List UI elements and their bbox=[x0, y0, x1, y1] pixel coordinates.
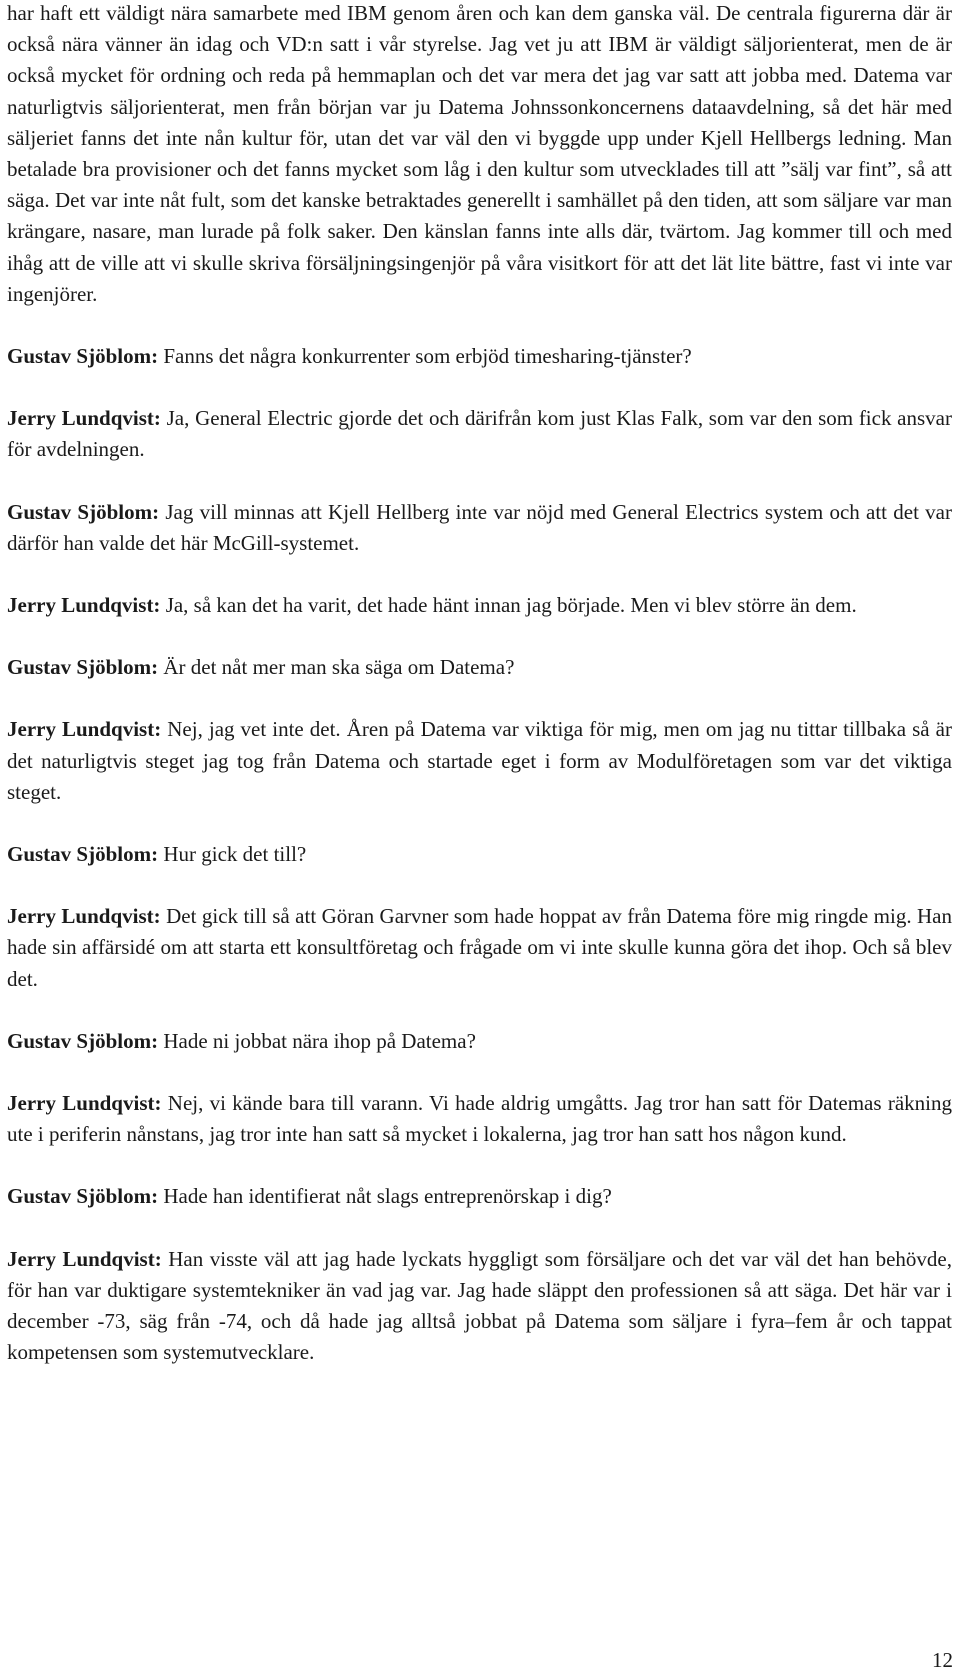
utterance: Hade han identifierat nåt slags entreprenörskap i dig? bbox=[158, 1184, 612, 1209]
exchange-jerry-4 bbox=[7, 901, 952, 995]
utterance: Hade ni jobbat nära ihop på Datema? bbox=[158, 1028, 476, 1053]
speaker-label: Jerry Lundqvist: bbox=[7, 904, 161, 929]
speaker-label: Jerry Lundqvist: bbox=[7, 1091, 162, 1116]
exchange-gustav-2 bbox=[7, 497, 952, 559]
utterance: Hur gick det till? bbox=[158, 842, 307, 867]
page-number: 12 bbox=[932, 1648, 953, 1672]
utterance: Han visste väl att jag hade lyckats hyggligt som försäljare och det var väl det han behövde, för han var duktigare systemtekniker än vad jag var. Jag hade släppt den professionen så att säga. Det här var i december -73, säg från -74, och då hade jag alltså jobbat på Datema som säljare i fyra–fem år och tappat kompetensen som systemutvecklare. bbox=[7, 1246, 952, 1365]
exchange-gustav-3 bbox=[7, 652, 952, 683]
speaker-label: Gustav Sjöblom: bbox=[7, 842, 159, 867]
speaker-label: Jerry Lundqvist: bbox=[7, 717, 162, 742]
speaker-label: Gustav Sjöblom: bbox=[7, 1184, 159, 1209]
exchange-jerry-3 bbox=[7, 714, 952, 808]
exchange-gustav-6 bbox=[7, 1181, 952, 1212]
body-text bbox=[7, 0, 952, 1400]
speaker-label: Gustav Sjöblom: bbox=[7, 655, 159, 680]
exchange-jerry-1 bbox=[7, 403, 952, 465]
utterance: Jag vill minnas att Kjell Hellberg inte var nöjd med General Electrics system och att det var därför han valde det här McGill-systemet. bbox=[7, 499, 952, 555]
speaker-label: Gustav Sjöblom: bbox=[7, 499, 160, 524]
utterance: Det gick till så att Göran Garvner som hade hoppat av från Datema före mig ringde mig. Han hade sin affärsidé om att starta ett konsultföretag och frågade om vi inte skulle kunna göra det ihop. Och så blev det. bbox=[7, 904, 953, 991]
speaker-label: Gustav Sjöblom: bbox=[7, 344, 159, 369]
utterance: Nej, vi kände bara till varann. Vi hade aldrig umgåtts. Jag tror han satt för Datemas räkning ute i periferin nånstans, jag tror inte han satt så mycket i lokalerna, jag tror han satt hos någon kund. bbox=[7, 1091, 952, 1147]
exchange-jerry-2 bbox=[7, 590, 952, 621]
utterance: Ja, så kan det ha varit, det hade hänt innan jag började. Men vi blev större än dem. bbox=[160, 593, 857, 618]
exchange-gustav-1 bbox=[7, 341, 952, 372]
speaker-label: Jerry Lundqvist: bbox=[7, 1246, 162, 1271]
opening-paragraph: har haft ett väldigt nära samarbete med IBM genom åren och kan dem ganska väl. De centrala figurerna där är också nära vänner än idag och VD:n satt i vår styrelse. Jag vet ju att IBM är väldigt säljorienterat, men de är också mycket för ordning och reda på hemmaplan och det var mera det jag var satt att jobba med. Datema var naturligtvis säljorienterat, men från början var ju Datema Johnssonkoncernens dataavdelning, så det här med säljeriet fanns det inte nån kultur för, utan det var väl den vi byggde upp under Kjell Hellbergs ledning. Man betalade bra provisioner och det fanns mycket som låg i den kultur som utvecklades till att ”sälj var fint”, så att säga. Det var inte nåt fult, som det kanske betraktades generellt i samhället på den tiden, att som säljare var man krängare, nasare, man lurade på folk saker. Den känslan fanns inte alls där, tvärtom. Jag kommer till och med ihåg att de ville att vi skulle skriva försäljningsingenjör på våra visitkort för att det lät lite bättre, fast vi inte var ingenjörer. bbox=[7, 1, 952, 306]
exchange-jerry-6 bbox=[7, 1244, 952, 1369]
speaker-label: Jerry Lundqvist: bbox=[7, 593, 161, 618]
utterance: Är det nåt mer man ska säga om Datema? bbox=[158, 655, 515, 680]
utterance: Fanns det några konkurrenter som erbjöd timesharing-tjänster? bbox=[158, 344, 692, 369]
speaker-label: Jerry Lundqvist: bbox=[7, 406, 161, 431]
speaker-label: Gustav Sjöblom: bbox=[7, 1028, 159, 1053]
utterance: Nej, jag vet inte det. Åren på Datema var viktiga för mig, men om jag nu tittar tillbaka så är det naturligtvis steget jag tog från Datema och startade eget i form av Modulföretagen som var det viktiga steget. bbox=[7, 717, 952, 804]
exchange-gustav-4 bbox=[7, 839, 952, 870]
exchange-gustav-5 bbox=[7, 1026, 952, 1057]
utterance: Ja, General Electric gjorde det och därifrån kom just Klas Falk, som var den som fick ansvar för avdelningen. bbox=[7, 406, 952, 462]
exchange-jerry-5 bbox=[7, 1088, 952, 1150]
